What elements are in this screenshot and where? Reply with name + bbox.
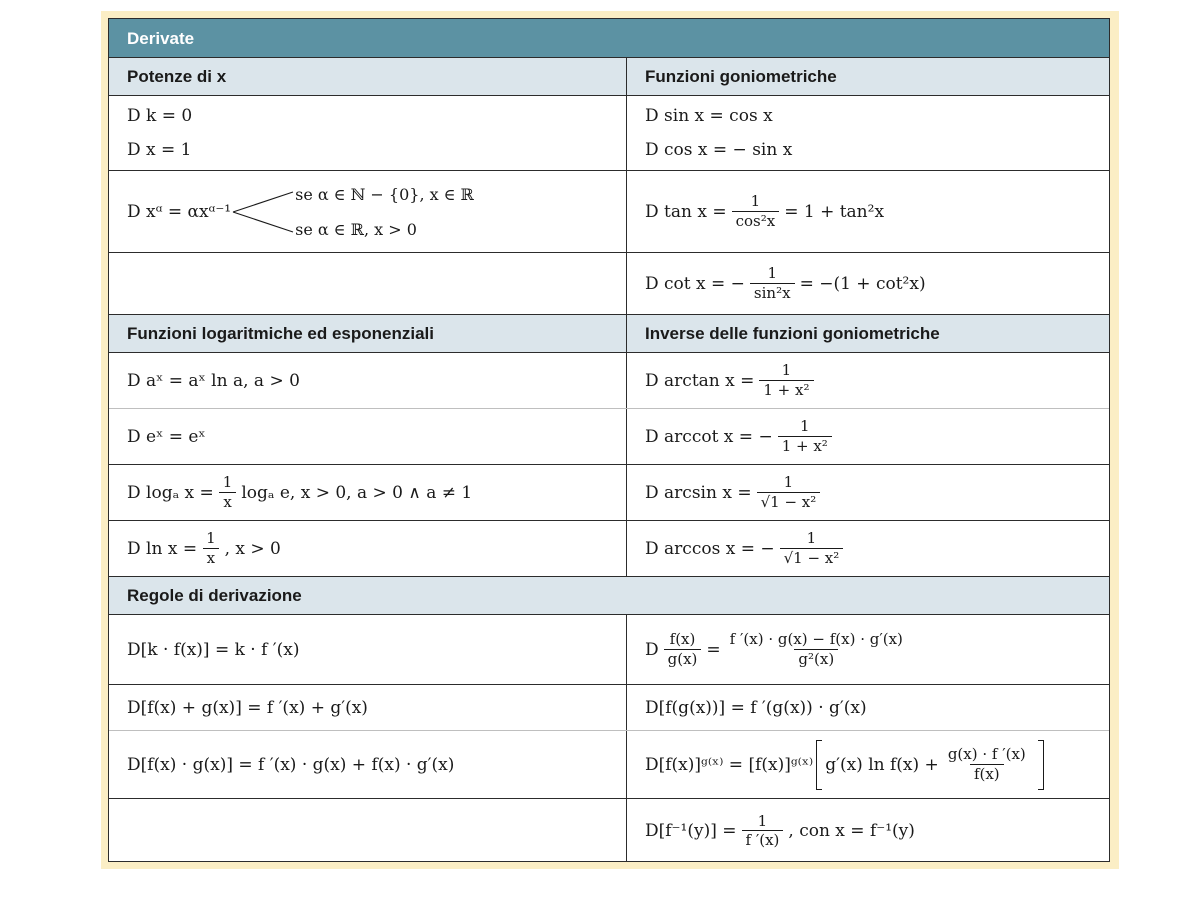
- fraction: $\frac{1}{\text{1 + x²}}$: [759, 362, 813, 399]
- fraction: $\frac{1}{x}$: [202, 530, 220, 567]
- header-row-3: [109, 577, 1109, 615]
- table-title: Derivate: [109, 19, 1109, 58]
- header-logexp: Funzioni logaritmiche ed esponenziali: [109, 315, 627, 352]
- formula-exp-e: D eˣ = eˣ: [127, 426, 206, 447]
- table-row: [109, 253, 1109, 315]
- table-row: [109, 409, 1109, 465]
- formula-chain: D[f(g(x))] = f ′(g(x)) · g′(x): [645, 697, 867, 718]
- formula-inverse-lhs: D[f⁻¹(y)] =: [645, 821, 737, 841]
- power-cases: [231, 184, 474, 240]
- formula-identity: D x = 1: [127, 140, 192, 160]
- formula-tan-lhs: D tan x =: [645, 201, 727, 222]
- bracket-right-icon: [1038, 740, 1044, 790]
- fraction: $\frac{1}{f '(x)}$: [742, 813, 784, 850]
- table-row: [109, 685, 1109, 731]
- table-row: [109, 799, 1109, 862]
- power-case-1: se α ∈ ℕ − {0}, x ∈ ℝ: [295, 184, 474, 204]
- formula-scalar: D[k · f(x)] = k · f ′(x): [127, 639, 300, 660]
- fraction: $\frac{g(x) \cdot f '(x)}{f(x)}$: [947, 745, 1026, 783]
- bracket-left-icon: [816, 740, 822, 790]
- formula-arcsin-lhs: D arcsin x =: [645, 482, 752, 503]
- formula-inverse-rhs: , con x = f⁻¹(y): [788, 821, 915, 841]
- branch-lines-icon: [231, 184, 295, 240]
- header-inverse-trig: Inverse delle funzioni goniometriche: [627, 315, 1109, 352]
- formula-sin: D sin x = cos x: [645, 106, 773, 126]
- formula-arccos-lhs: D arccos x = −: [645, 538, 775, 559]
- fraction: $\frac{f(x)}{g(x)}$: [664, 631, 702, 668]
- formula-tan-rhs: = 1 + tan²x: [784, 201, 885, 222]
- fraction: $\frac{1}{x}$: [219, 474, 237, 511]
- formula-arctan-lhs: D arctan x =: [645, 370, 755, 391]
- formula-cos: D cos x = − sin x: [645, 140, 793, 160]
- table-row: [109, 465, 1109, 521]
- formula-cot-lhs: D cot x = −: [645, 273, 745, 294]
- formula-powfun-mid: g′(x) ln f(x) +: [825, 754, 939, 775]
- formula-cot-rhs: = −(1 + cot²x): [799, 273, 926, 294]
- power-case-2: se α ∈ ℝ, x > 0: [295, 219, 417, 239]
- fraction: $\frac{1}{\text{1 + x²}}$: [778, 418, 832, 455]
- fraction: $\frac{f '(x) \cdot g(x) - f(x) \cdot g'(x)}{\text{g²(x)}}$: [729, 630, 903, 668]
- table-row: [109, 353, 1109, 409]
- formula-const: D k = 0: [127, 106, 193, 126]
- table-row: [109, 96, 1109, 171]
- formula-powfun-lhs: D[f(x)]ᵍ⁽ˣ⁾ = [f(x)]ᵍ⁽ˣ⁾: [645, 754, 814, 775]
- table-row: [109, 171, 1109, 253]
- formula-log-a-rhs: logₐ e, x > 0, a > 0 ∧ a ≠ 1: [241, 482, 473, 503]
- formula-quot-d: D: [645, 639, 659, 660]
- header-rules: Regole di derivazione: [109, 577, 1109, 614]
- formula-sum: D[f(x) + g(x)] = f ′(x) + g′(x): [127, 697, 368, 718]
- formula-product: D[f(x) · g(x)] = f ′(x) · g(x) + f(x) · g′(x): [127, 754, 455, 775]
- table-frame: [101, 11, 1119, 869]
- formula-arccot-lhs: D arccot x = −: [645, 426, 773, 447]
- header-row-2: [109, 315, 1109, 353]
- fraction: $\frac{1}{\text{√1 − x²}}$: [757, 474, 821, 511]
- formula-ln-lhs: D ln x =: [127, 538, 198, 559]
- table-row: [109, 521, 1109, 577]
- fraction: $\frac{1}{\text{√1 − x²}}$: [780, 530, 844, 567]
- formula-log-a-lhs: D logₐ x =: [127, 482, 214, 503]
- header-trig: Funzioni goniometriche: [627, 58, 1109, 95]
- fraction: $\frac{1}{\text{sin²x}}$: [750, 265, 795, 302]
- fraction: $\frac{1}{\text{cos²x}}$: [732, 193, 780, 230]
- table-row: [109, 615, 1109, 685]
- header-powers: Potenze di x: [109, 58, 627, 95]
- header-row-1: [109, 58, 1109, 96]
- formula-quot-eq: =: [706, 639, 721, 660]
- formula-exp-a: D aˣ = aˣ ln a, a > 0: [127, 370, 300, 391]
- formula-power-lhs: D xᵅ = αxᵅ⁻¹: [127, 201, 232, 222]
- formula-ln-rhs: , x > 0: [224, 538, 281, 559]
- table-row: [109, 731, 1109, 799]
- derivatives-table: [108, 18, 1110, 862]
